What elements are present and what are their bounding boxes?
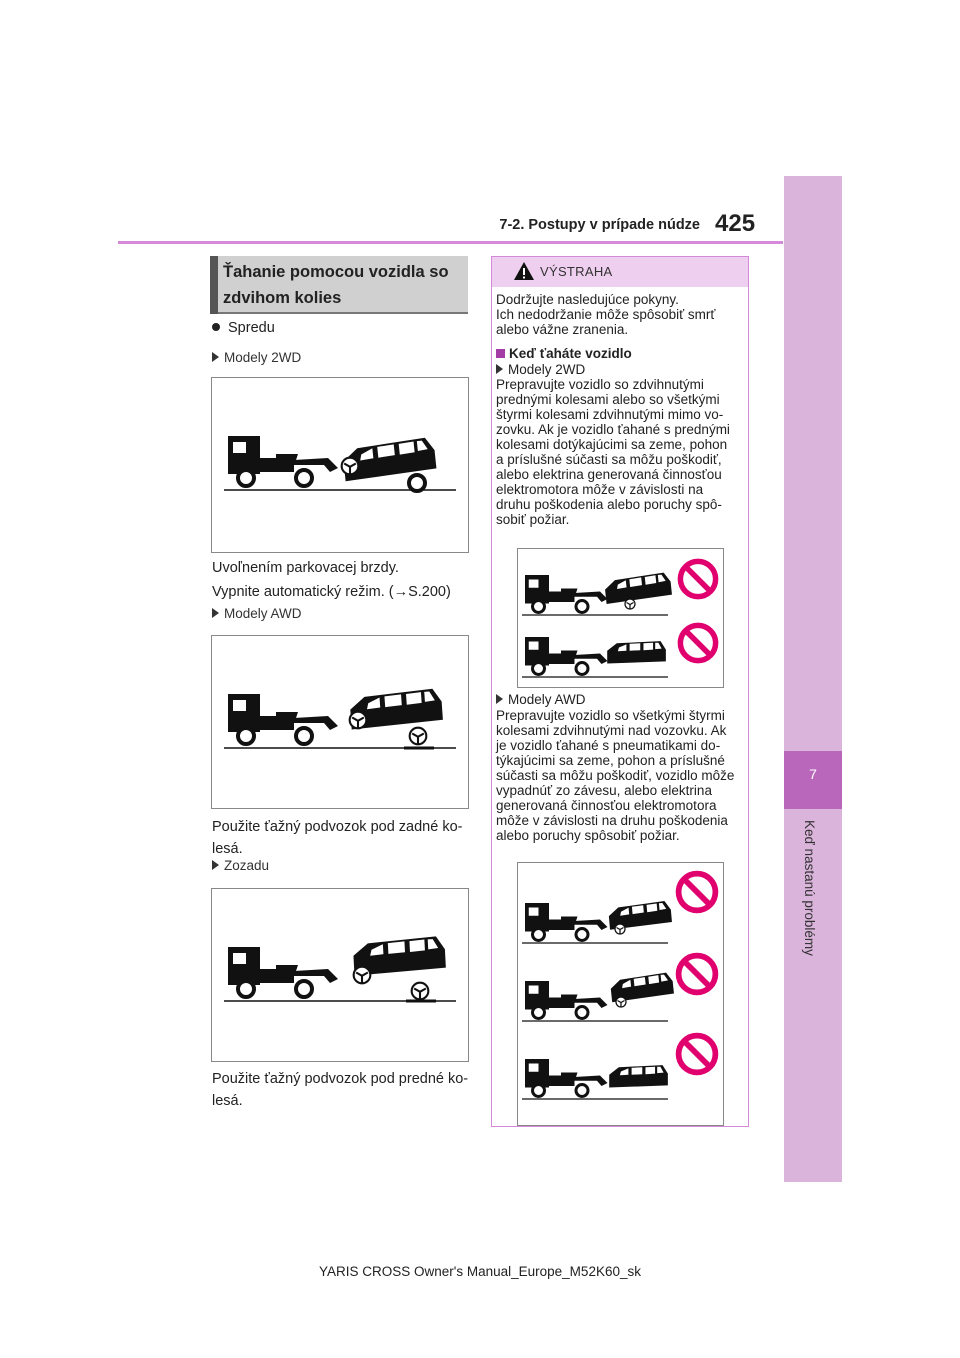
subheading-rear <box>212 857 269 875</box>
arrow-right-icon <box>496 364 503 374</box>
text-line: Použite ťažný podvozok pod predné ko- <box>212 1071 469 1087</box>
tow-illustration <box>212 378 468 552</box>
prohibited-icon <box>679 1036 716 1073</box>
steering-lock-icon <box>412 983 429 1000</box>
prohibited-tow-awd-illustration <box>518 863 723 1125</box>
bullet-dot-icon <box>212 323 220 331</box>
warning-triangle-icon <box>513 261 535 281</box>
bullet-front <box>212 320 275 336</box>
warning-subhead <box>496 346 748 361</box>
subheading-2wd-label: Modely 2WD <box>224 350 302 365</box>
arrow-right-icon <box>212 352 219 362</box>
text-front-dolly <box>212 1068 468 1112</box>
figure-rear <box>211 888 469 1062</box>
steering-lock-icon <box>616 997 626 1007</box>
text-line: lesá. <box>212 841 243 857</box>
subheading-rear-label: Zozadu <box>224 858 270 873</box>
text-line: elektromotora môže v závislosti na <box>496 482 704 497</box>
text-line: Dodržujte nasledujúce pokyny. <box>496 292 679 307</box>
warning-sub-awd-label: Modely AWD <box>508 692 586 707</box>
warning-subhead-label: Keď ťaháte vozidlo <box>509 346 632 361</box>
arrow-right-icon <box>496 694 503 704</box>
header-rule <box>118 241 783 244</box>
bullet-front-label: Spredu <box>228 320 275 336</box>
section-title: 7-2. Postupy v prípade núdze <box>499 217 700 233</box>
text-parking-brake: Uvoľnením parkovacej brzdy. <box>212 560 399 576</box>
subheading-awd <box>212 605 302 623</box>
text-line: týkajúcimi sa zeme, pohon a príslušné <box>496 753 725 768</box>
text-auto-mode[interactable]: Vypnite automatický režim. (→S.200) <box>212 584 451 600</box>
subheading-awd-label: Modely AWD <box>224 606 302 621</box>
text-line: kolesami dotýkajúcimi sa zeme, pohon <box>496 437 728 452</box>
text-line: súčasti sa môžu poškodiť, vozidlo môže <box>496 768 735 783</box>
figure-front-awd <box>211 635 469 809</box>
footer-manual-id: YARIS CROSS Owner's Manual_Europe_M52K60_sk <box>319 1264 641 1279</box>
warning-sub-2wd-label: Modely 2WD <box>508 362 586 377</box>
text-line: alebo vážne zranenia. <box>496 322 629 337</box>
text-line: vypadnúť zo závesu, alebo elektrina <box>496 783 712 798</box>
chapter-title-vertical <box>800 820 820 995</box>
text-line: môže v závislosti na druhu poškodenia <box>496 813 728 828</box>
arrow-right-icon <box>212 608 219 618</box>
text-line: prednými kolesami alebo so všetkými <box>496 392 720 407</box>
steering-lock-icon <box>354 967 371 984</box>
prohibited-tow-illustration <box>518 549 723 687</box>
steering-lock-icon <box>625 599 635 609</box>
heading-accent-bar <box>210 256 218 314</box>
text-line: štyrmi kolesami zdvihnutými mimo vo- <box>496 407 724 422</box>
text-line: a príslušné súčasti sa môžu poškodiť, <box>496 452 722 467</box>
steering-lock-icon <box>615 924 625 934</box>
chapter-title: Keď nastanú problémy <box>802 820 817 956</box>
text-line: zovku. Ak je vozidlo ťahané s prednými <box>496 422 730 437</box>
arrow-right-icon <box>212 860 219 870</box>
text-line: kolesami zdvihnutými nad vozovku. Ak <box>496 723 727 738</box>
text-line: Prepravujte vozidlo so všetkými štyrmi <box>496 708 725 723</box>
figure-front-2wd <box>211 377 469 553</box>
prohibited-icon <box>679 956 716 993</box>
section-heading: Ťahanie pomocou vozidla so zdvihom kolies <box>223 263 449 307</box>
chapter-number: 7 <box>809 766 817 782</box>
square-bullet-icon <box>496 349 505 358</box>
warning-figure-2wd <box>517 548 724 688</box>
warning-sub-awd <box>496 692 748 707</box>
warning-intro <box>496 292 748 337</box>
prohibited-icon <box>680 561 715 596</box>
warning-para-2wd <box>496 377 748 527</box>
text-line: alebo elektrina generovaná činnosťou <box>496 467 722 482</box>
text-line: je vozidlo ťahané s pneumatikami do- <box>496 738 721 753</box>
warning-figure-awd <box>517 862 724 1126</box>
prohibited-icon <box>680 625 715 660</box>
text-line: Použite ťažný podvozok pod zadné ko- <box>212 819 463 835</box>
prohibited-icon <box>679 874 716 911</box>
warning-title: VÝSTRAHA <box>540 264 613 279</box>
text-line: alebo poruchy spôsobiť požiar. <box>496 828 680 843</box>
tow-dolly-illustration <box>212 636 468 808</box>
text-line: sobiť požiar. <box>496 512 570 527</box>
text-line: generovaná činnosťou elektromotora <box>496 798 717 813</box>
text-line: lesá. <box>212 1093 243 1109</box>
text-line: Ich nedodržanie môže spôsobiť smrť <box>496 307 716 322</box>
warning-sub-2wd <box>496 362 748 377</box>
text-line: Prepravujte vozidlo so zdvihnutými <box>496 377 704 392</box>
subheading-2wd <box>212 349 301 367</box>
chapter-side-tab <box>784 176 842 1182</box>
page-number: 425 <box>715 210 756 237</box>
text-rear-dolly <box>212 816 463 860</box>
warning-para-awd <box>496 708 748 843</box>
steering-lock-icon <box>410 728 427 745</box>
tow-rear-illustration <box>212 889 468 1061</box>
steering-lock-icon <box>350 712 367 729</box>
text-line: druhu poškodenia alebo poruchy spô- <box>496 497 722 512</box>
steering-lock-icon <box>342 458 359 475</box>
